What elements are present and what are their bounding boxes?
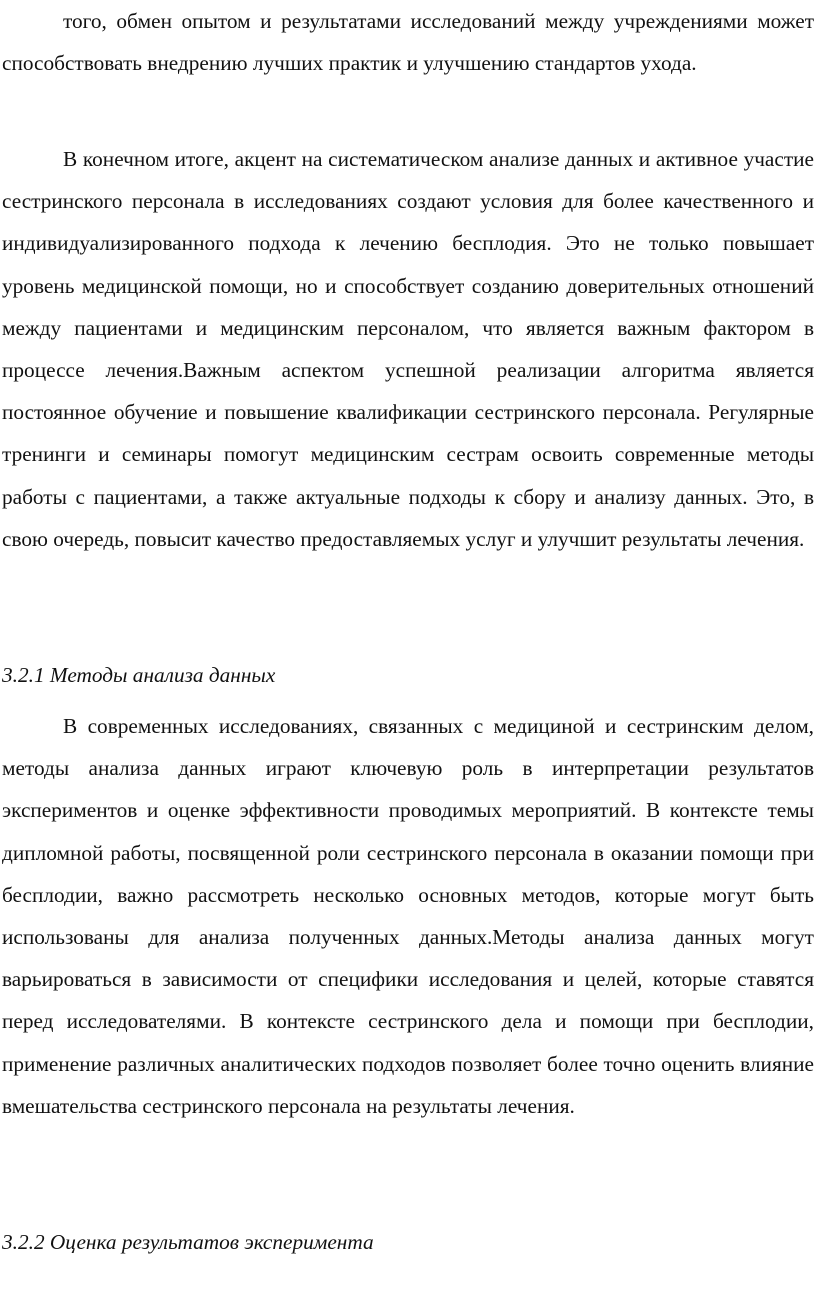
paragraph-continuation: того, обмен опытом и результатами исследований между учреждениями может способствовать внедрению лучших практик и улучшению стандартов ухода. bbox=[2, 9, 814, 76]
paragraph-conclusion: В конечном итоге, акцент на систематическом анализе данных и активное участие сестринского персонала в исследованиях создают условия для более качественного и индивидуализированного подхода к лечению бесплодия. Это не только повышает уровень медицинской помощи, но и способствует созданию доверительных отношений между пациентами и медицинским персоналом, что является важным фактором в процессе лечения.Важным аспектом успешной реализации алгоритма является постоянное обучение и повышение квалификации сестринского персонала. Регулярные тренинги и семинары помогут медицинским сестрам освоить современные методы работы с пациентами, а также актуальные подходы к сбору и анализу данных. Это, в свою очередь, повысит качество предоставляемых услуг и улучшит результаты лечения. bbox=[2, 147, 814, 551]
section-heading-data-analysis-methods: 3.2.1 Методы анализа данных bbox=[2, 663, 276, 687]
paragraph-data-analysis: В современных исследованиях, связанных с медициной и сестринским делом, методы анализа данных играют ключевую роль в интерпретации результатов экспериментов и оценке эффективности проводимых мероприятий. В контексте темы дипломной работы, посвященной роли сестринского персонала в оказании помощи при бесплодии, важно рассмотреть несколько основных методов, которые могут быть использованы для анализа полученных данных.Методы анализа данных могут варьироваться в зависимости от специфики исследования и целей, которые ставятся перед исследователями. В контексте сестринского дела и помощи при бесплодии, применение различных аналитических подходов позволяет более точно оценить влияние вмешательства сестринского персонала на результаты лечения. bbox=[2, 714, 814, 1118]
section-heading-experiment-evaluation: 3.2.2 Оценка результатов эксперимента bbox=[2, 1230, 374, 1254]
